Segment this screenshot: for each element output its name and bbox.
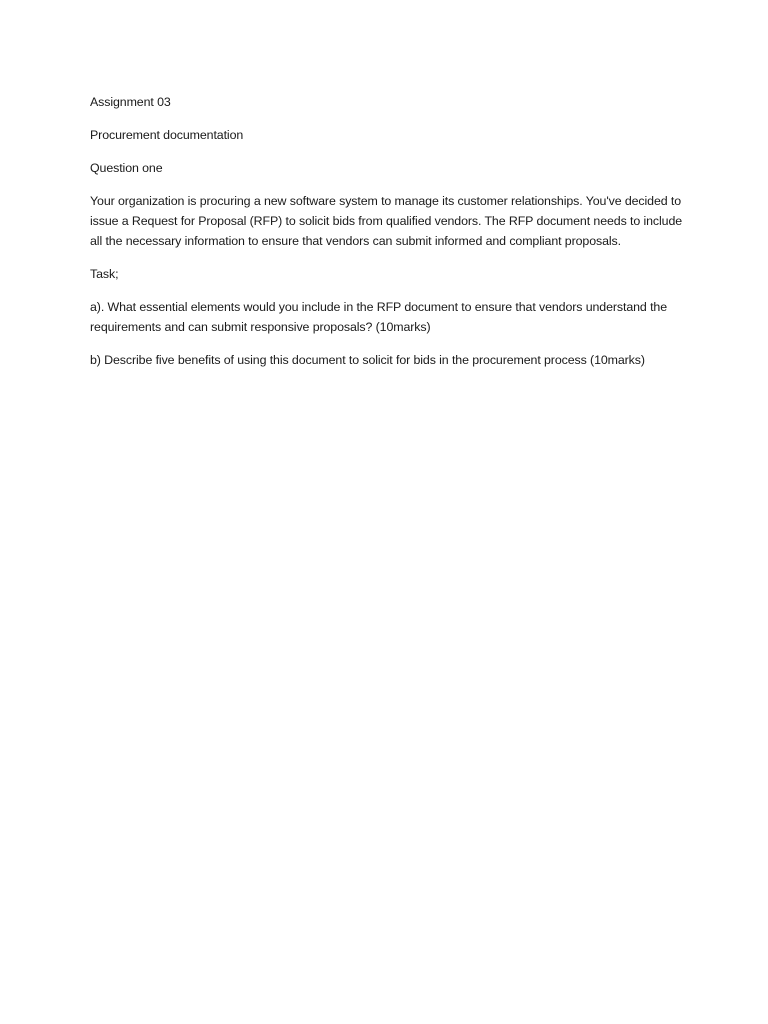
scenario-paragraph: Your organization is procuring a new software system to manage its customer relationships. You've decided to issue a Request for Proposal (RFP) to solicit bids from qualified vendors. The RFP document needs to include all the necessary information to ensure that vendors can submit informed and compliant proposals.: [90, 194, 683, 248]
document-body: [90, 92, 690, 383]
assignment-heading: Assignment 03: [90, 95, 171, 109]
task-label: Task;: [90, 267, 119, 281]
question-a: a). What essential elements would you include in the RFP document to ensure that vendors understand the requirements and can submit responsive proposals? (10marks): [90, 300, 667, 334]
question-b: b) Describe five benefits of using this document to solicit for bids in the procurement process (10marks): [90, 353, 645, 367]
assignment-subheading: Procurement documentation: [90, 128, 244, 142]
question-label: Question one: [90, 161, 163, 175]
